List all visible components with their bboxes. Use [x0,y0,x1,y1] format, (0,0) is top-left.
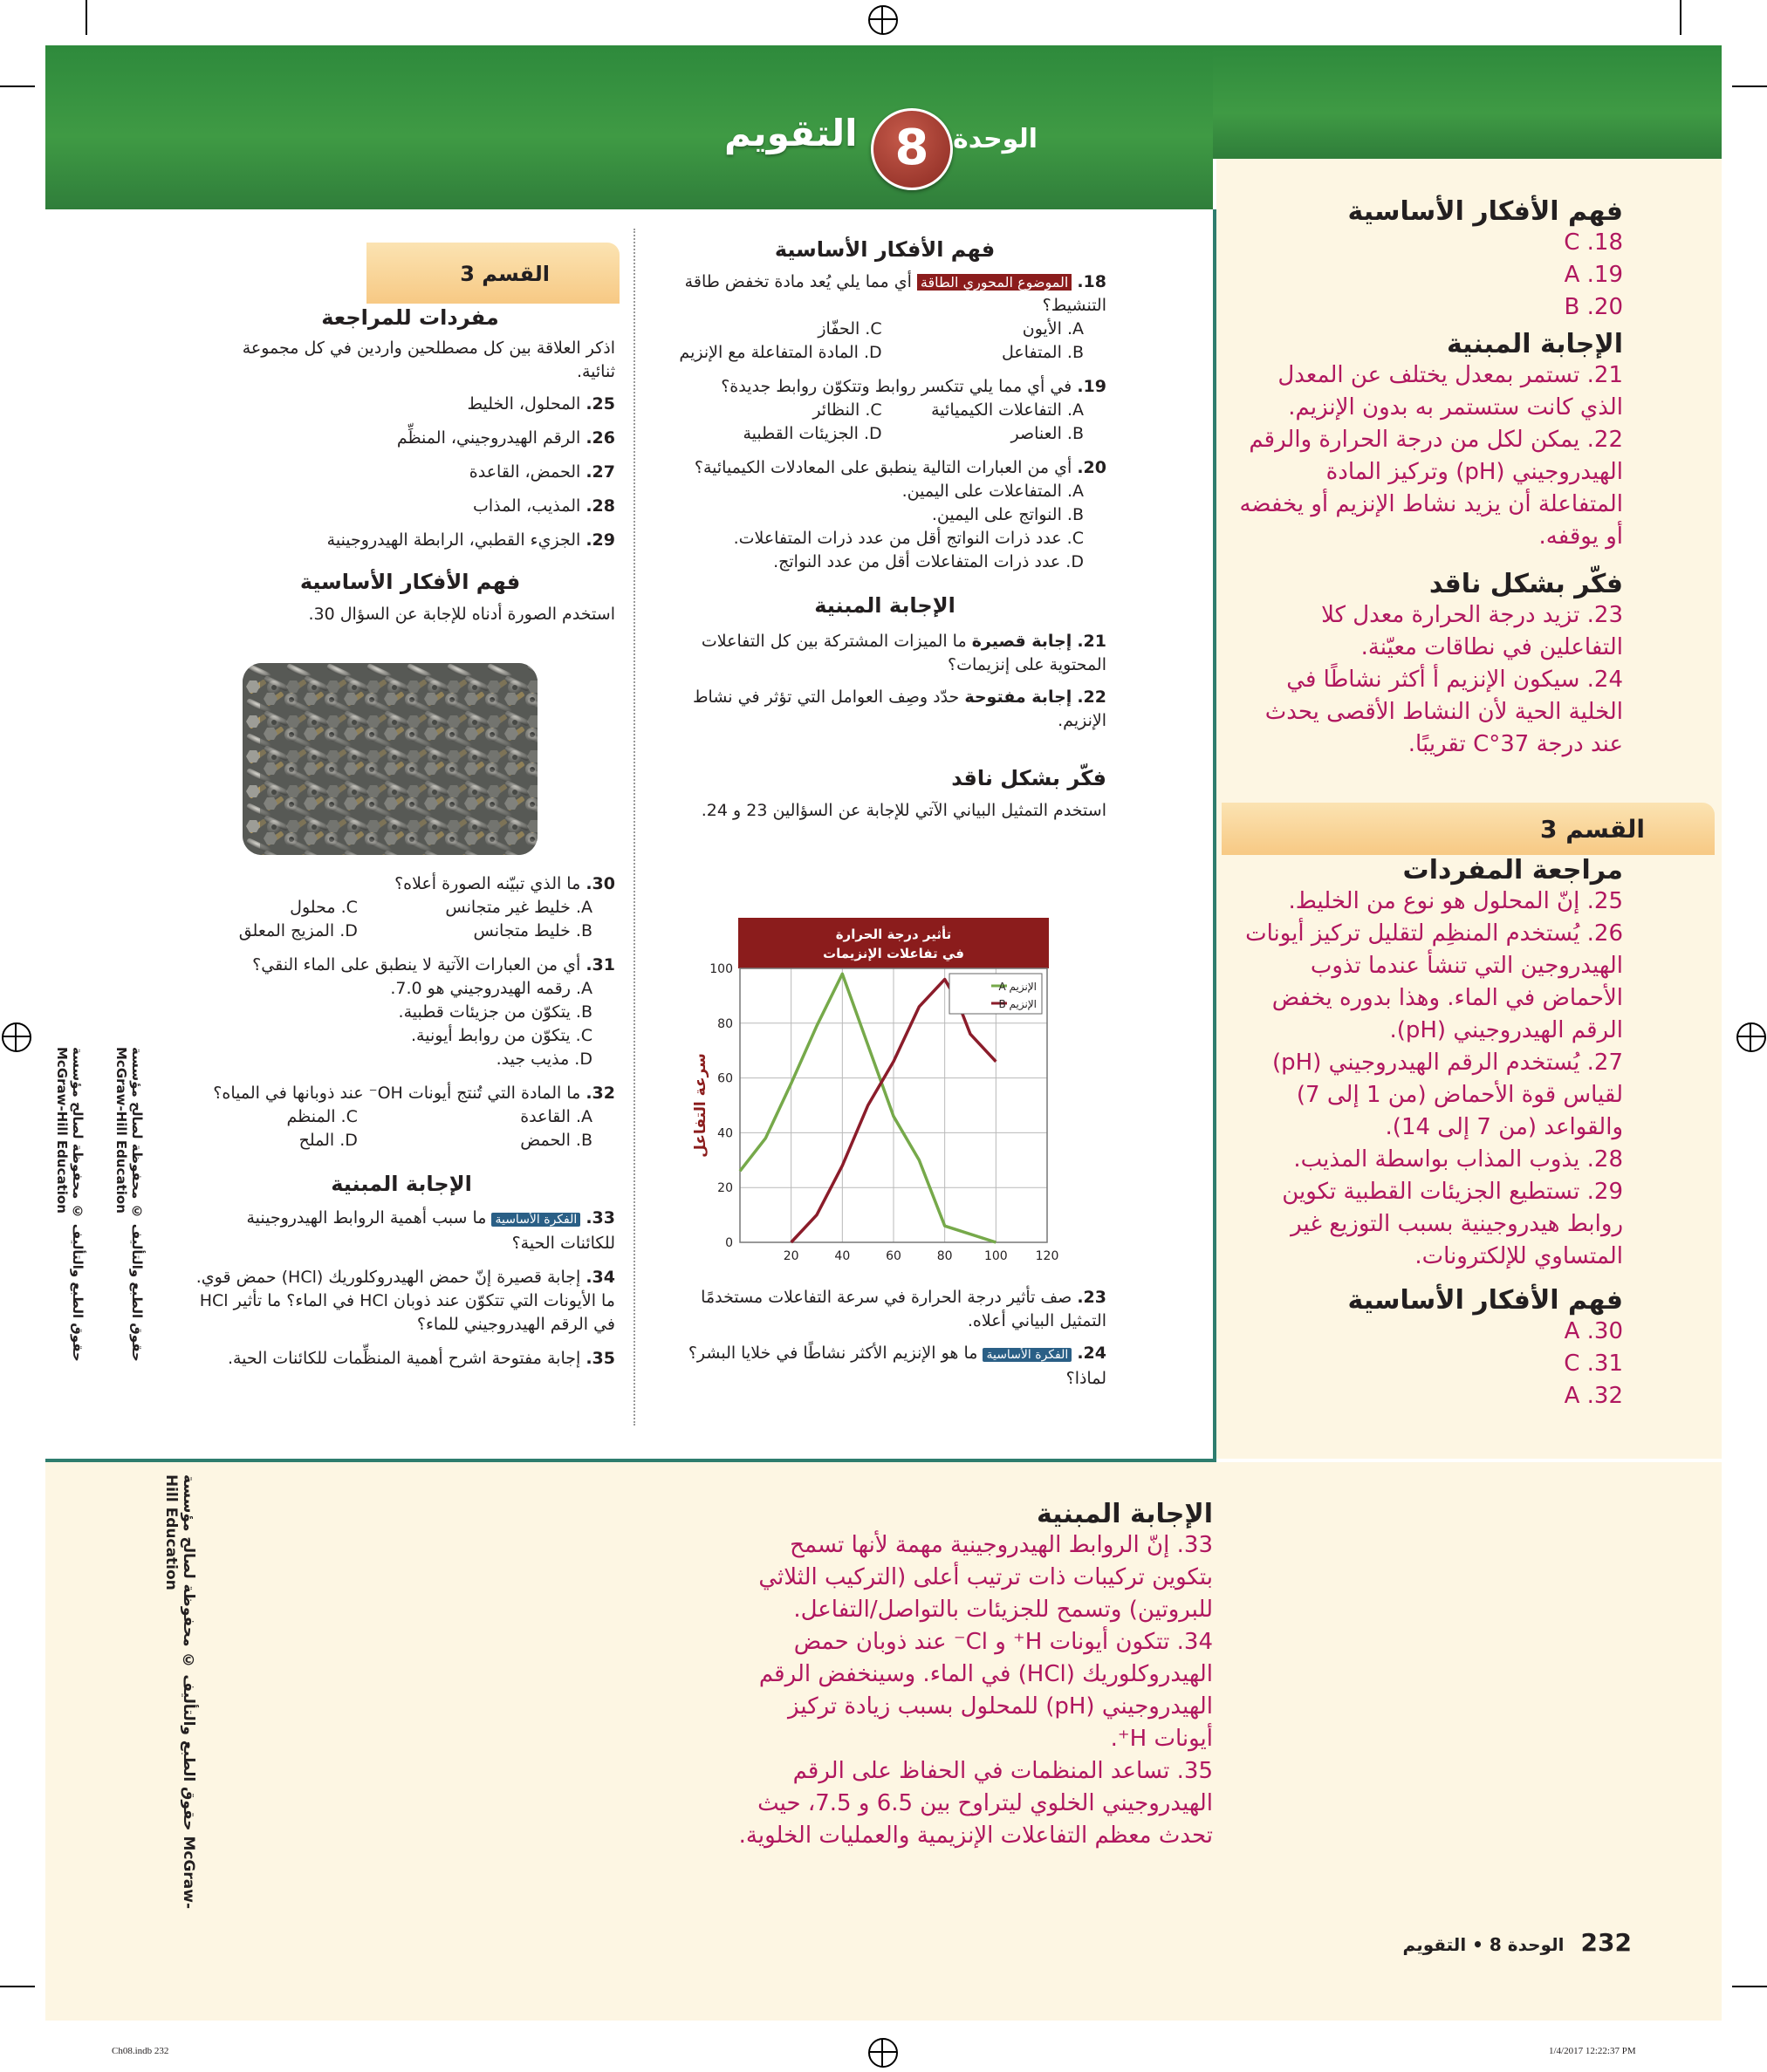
x-tick-label: 60 [886,1249,901,1263]
registration-mark-icon [1736,1022,1766,1052]
chart-title: تأثير درجة الحرارة [835,927,952,942]
answer-30: A .30 [1564,1318,1623,1344]
bolts-photo-image [243,663,538,855]
answer-32: A .32 [1564,1383,1623,1409]
copyright-text: حقوق الطبع والتأليف © محفوظة لصالح مؤسسة [70,1047,86,1362]
unit-number: 8 [894,120,929,176]
question-number: 24. [1077,1344,1106,1363]
right-answers [1239,196,1623,761]
y-axis-label: سرعة التفاعل [693,1053,709,1158]
section-heading: الإجابة المبنية [814,593,955,618]
option-a[interactable]: A. الأيون [1022,319,1084,338]
answer-31: C .31 [1564,1351,1623,1377]
option-d[interactable]: D. الجزيئات القطبية [743,424,882,443]
option-a[interactable]: A. التفاعلات الكيميائية [931,400,1084,420]
option-c[interactable]: C. النظائر [812,400,882,420]
question-18 [663,270,1106,365]
question-text: في أي مما يلي تتكسر روابط وتتكوّن روابط جديدة؟ [721,377,1072,396]
answer-33: 33. إنّ الروابط الهيدروجينية مهمة لأنها تسمح بتكوين تركيبات ذات ترتيب أعلى (التركيب الثلاثي للبروتين) وتسمح للجزيئات بالتواصل/التفاعل. [758,1532,1213,1623]
legend-label: B الإنزيم [998,998,1037,1010]
question-text: صف تأثير درجة الحرارة في سرعة التفاعلات مستخدمًا التمثيل البياني أعلاه. [701,1288,1106,1330]
question-text: إجابة مفتوحة اشرح أهمية المنظِّمات للكائنات الحية. [227,1349,581,1368]
copyright-text: حقوق الطبع والتأليف © محفوظة لصالح مؤسسة [129,1047,145,1362]
x-tick-label: 100 [983,1249,1008,1263]
question-23 [663,1286,1106,1333]
section-heading: فهم الأفكار الأساسية [299,570,521,594]
answer-22: 22. يمكن لكل من درجة الحرارة والرقم الهيدروجيني (pH) وتركيز المادة المتفاعلة أن يزيد نشاط الإنزيم أو يخفضه أو يوقفه. [1239,427,1623,550]
question-text: الجزيء القطبي، الرابطة الهيدروجينية [326,530,581,550]
answer-27: 27. يُستخدم الرقم الهيدروجيني (pH) لقياس قوة الأحماض (من 1 إلى 7) والقواعد (من 7 إلى 14). [1272,1050,1623,1140]
bottom-answers [724,1499,1213,1852]
legend-label: A الإنزيم [998,981,1037,993]
section-tab-label: القسم 3 [460,262,550,286]
answers-heading: فهم الأفكار الأساسية [1347,196,1623,227]
question-28 [205,495,615,518]
question-number: 23. [1077,1288,1106,1307]
registration-mark-icon [868,5,898,35]
option-c[interactable]: C. محلول [290,898,358,917]
x-tick-label: 20 [783,1249,799,1263]
publisher-text: McGraw-Hill Education [162,1474,197,1910]
crop-mark [1680,0,1681,35]
option-d[interactable]: D. المادة المتفاعلة مع الإنزيم [679,343,882,362]
question-number: 28. [586,496,615,516]
y-tick-label: 40 [717,1126,733,1141]
answer-28: 28. يذوب المذاب بواسطة المذيب. [1293,1146,1623,1173]
option-c[interactable]: C. يتكوّن من روابط أيونية. [411,1026,592,1045]
question-32 [188,1082,615,1152]
option-c[interactable]: C. عدد ذرات النواتج أقل من عدد ذرات المتفاعلات. [733,529,1084,548]
option-d[interactable]: D. المزيج المعلق [238,921,358,940]
option-b[interactable]: B. الحمض [520,1131,592,1150]
answers-heading: الإجابة المبنية [1446,329,1623,359]
header-band-right [1213,45,1722,159]
option-c[interactable]: C. المنظم [286,1107,358,1126]
left-column [205,305,615,626]
question-24 [663,1342,1106,1391]
y-tick-label: 0 [725,1236,733,1250]
answer-34: 34. تتكون أيونات H⁺ و Cl⁻ عند ذوبان حمض الهيدروكلوريك (HCl) في الماء. وسينخفض الرقم الهيدروجيني (pH) للمحلول بسبب زيادة تركيز أيونات H⁺. [758,1629,1213,1752]
answer-21: 21. تستمر بمعدل يختلف عن المعدل الذي كانت ستستمر به بدون الإنزيم. [1277,362,1623,421]
chart-svg [693,918,1059,1267]
question-number: 18. [1077,272,1106,291]
option-d[interactable]: D. عدد ذرات المتفاعلات أقل من عدد النواتج. [773,552,1084,571]
crop-mark [1732,1986,1767,1987]
question-number: 30. [586,874,615,893]
page-number: 232 [1580,1928,1632,1957]
option-a[interactable]: A. رقمه الهيدروجيني هو 7.0. [390,979,592,998]
middle-column [663,237,1106,823]
option-d[interactable]: D. الملح [298,1131,358,1150]
question-27 [205,461,615,484]
answer-29: 29. تستطيع الجزيئات القطبية تكوين روابط هيدروجينية بسبب التوزيع غير المتساوي للإلكترونات. [1282,1179,1623,1269]
option-a[interactable]: A. المتفاعلات على اليمين. [901,482,1084,501]
crop-mark [1732,85,1767,87]
footer-label: الوحدة 8 • التقويم [1402,1934,1565,1955]
option-a[interactable]: A. القاعدة [520,1107,592,1126]
option-c[interactable]: C. الحفّاز [818,319,882,338]
registration-mark-icon [2,1022,31,1052]
answers-heading: مراجعة المفردات [1402,855,1623,886]
copyright-text: حقوق الطبع والتأليف © محفوظة لصالح مؤسسة [180,1474,197,1831]
answers-heading: الإجابة المبنية [1036,1499,1213,1529]
question-text: حدّد وصِف العوامل التي تؤثر في نشاط الإنزيم. [692,687,1106,730]
question-22 [663,686,1106,733]
question-text: المذيب، المذاب [472,496,581,516]
page-footer [1396,1928,1632,1963]
question-26 [205,427,615,450]
question-number: 29. [586,530,615,550]
question-33 [188,1207,615,1255]
answer-18: C .18 [1564,229,1623,256]
publisher-text: McGraw-Hill Education [54,1047,70,1214]
file-info-right: 1/4/2017 12:22:37 PM [1549,2046,1636,2056]
x-tick-label: 40 [834,1249,851,1263]
question-number: 27. [586,462,615,482]
question-number: 19. [1077,377,1106,396]
side-publisher-text-2 [113,1047,145,1422]
question-text: ما سبب أهمية الروابط الهيدروجينية للكائنات الحية؟ [246,1208,615,1253]
topic-tag: الموضوع المحوري الطاقة [917,274,1072,291]
answer-35: 35. تساعد المنظمات في الحفاظ على الرقم الهيدروجيني الخلوي ليتراوح بين 6.5 و 7.5، حيث تحدث معظم التفاعلات الإنزيمية والعمليات الخلوية. [738,1758,1213,1849]
section-heading: الإجابة المبنية [331,1172,472,1196]
question-text: ما الذي تبيّنه الصورة أعلاه؟ [394,874,581,893]
file-info-left: Ch08.indb 232 [112,2046,169,2056]
section-tab-label: القسم 3 [1540,815,1645,844]
answer-type-label: إجابة مفتوحة [964,687,1072,707]
column-divider [634,229,635,1426]
y-tick-label: 20 [717,1181,733,1196]
question-34 [188,1266,615,1337]
crop-mark [0,1986,35,1987]
y-tick-label: 60 [717,1071,733,1086]
answer-23: 23. تزيد درجة الحرارة معدل كلا التفاعلين في نطاقات معيّنة. [1321,602,1623,660]
right-answers-lower [1239,855,1623,1412]
option-b[interactable]: B. يتكوّن من جزيئات قطبية. [398,1002,592,1022]
answer-19: A .19 [1564,262,1623,288]
question-number: 20. [1077,458,1106,477]
side-publisher-text-3 [162,1474,197,1928]
question-text: المحلول، الخليط [467,394,581,414]
question-text: أي من العبارات الآتية لا ينطبق على الماء النقي؟ [252,955,581,974]
question-text: ما المادة التي تُنتج أيونات OH⁻ عند ذوبانها في المياه؟ [213,1084,581,1103]
big-idea-tag: الفكرة الأساسية [491,1213,580,1227]
answer-20: B .20 [1564,294,1623,320]
section-tab [366,243,620,304]
question-30 [188,872,615,943]
question-25 [205,393,615,416]
critical-intro: استخدم التمثيل البياني الآتي للإجابة عن السؤالين 23 و 24. [701,801,1106,820]
question-number: 31. [586,955,615,974]
enzyme-temperature-chart [693,918,1059,1267]
answers-heading: فهم الأفكار الأساسية [1347,1285,1623,1316]
option-b[interactable]: B. النواتج على اليمين. [931,505,1084,524]
registration-mark-icon [868,2038,898,2068]
crop-mark [86,0,87,35]
question-19 [663,375,1106,446]
y-tick-label: 80 [717,1016,733,1031]
page-title: التقويم [724,112,858,154]
answer-26: 26. يُستخدم المنظِم لتقليل تركيز أيونات الهيدروجين التي تنشأ عندما تذوب الأحماض في الماء. وهذا بدوره يخفض الرقم الهيدروجيني (pH). [1245,920,1623,1043]
option-d[interactable]: D. مذيب جيد. [496,1050,592,1069]
question-31 [188,954,615,1071]
question-text: الرقم الهيدروجيني، المنظِّم [396,428,581,448]
question-text: ما الميزات المشتركة بين كل التفاعلات المحتوية على إنزيمات؟ [701,632,1106,674]
answers-heading: فكّر بشكل ناقد [1428,569,1623,599]
question-text: إجابة قصيرة إنّ حمض الهيدروكلوريك (HCl) حمض قوي. ما الأيونات التي تتكوّن عند ذوبان HCl في الماء؟ ما تأثير HCl في الرقم الهيدروجيني للماء؟ [195,1268,615,1334]
x-tick-label: 80 [936,1249,953,1263]
question-text: أي من العبارات التالية ينطبق على المعادلات الكيميائية؟ [694,458,1072,477]
question-text: ما هو الإنزيم الأكثر نشاطًا في خلايا البشر؟ لماذا؟ [688,1344,1106,1388]
question-35 [188,1347,615,1371]
question-number: 25. [586,394,615,414]
photo-intro: استخدم الصورة أدناه للإجابة عن السؤال 30. [308,605,615,624]
publisher-text: McGraw-Hill Education [113,1047,129,1214]
unit-label: الوحدة [953,124,1038,154]
crop-mark [0,85,35,87]
left-column-lower [188,872,615,1371]
question-text: أي مما يلي يُعد مادة تخفض طاقة التنشيط؟ [684,272,1106,315]
header-title-group [724,105,1091,192]
question-number: 26. [586,428,615,448]
section-heading: مفردات للمراجعة [321,305,499,330]
question-number: 35. [586,1349,615,1368]
answer-type-label: إجابة قصيرة [971,632,1072,651]
big-idea-tag: الفكرة الأساسية [983,1348,1072,1362]
middle-column-bottom [663,1286,1106,1391]
y-tick-label: 100 [709,962,733,976]
answers-section-tab [1222,803,1715,855]
unit-number-badge [871,108,953,190]
vocab-intro: اذكر العلاقة بين كل مصطلحين واردين في كل مجموعة ثنائية. [242,338,615,381]
bolts-photo [243,663,538,855]
x-tick-label: 120 [1035,1249,1059,1263]
question-number: 32. [586,1084,615,1103]
chart-title-line-2: في تفاعلات الإنزيمات [823,946,964,961]
question-number: 34. [586,1268,615,1287]
question-21 [663,630,1106,677]
side-publisher-text [54,1047,86,1422]
section-heading: فكّر بشكل ناقد [951,766,1106,790]
question-number: 33. [586,1208,615,1227]
question-number: 22. [1077,687,1106,707]
option-b[interactable]: B. العناصر [1010,424,1084,443]
option-b[interactable]: B. المتفاعل [1001,343,1084,362]
section-heading: فهم الأفكار الأساسية [774,237,996,262]
answer-25: 25. إنّ المحلول هو نوع من الخليط. [1288,888,1623,914]
answer-24: 24. سيكون الإنزيم أ أكثر نشاطًا في الخلية الحية لأن النشاط الأقصى يحدث عند درجة 37°C تقريبًا. [1264,667,1623,757]
question-number: 21. [1077,632,1106,651]
question-29 [205,529,615,552]
question-20 [663,456,1106,574]
option-b[interactable]: B. خليط متجانس [473,921,592,940]
question-text: الحمض، القاعدة [469,462,581,482]
option-a[interactable]: A. خليط غير متجانس [445,898,592,917]
